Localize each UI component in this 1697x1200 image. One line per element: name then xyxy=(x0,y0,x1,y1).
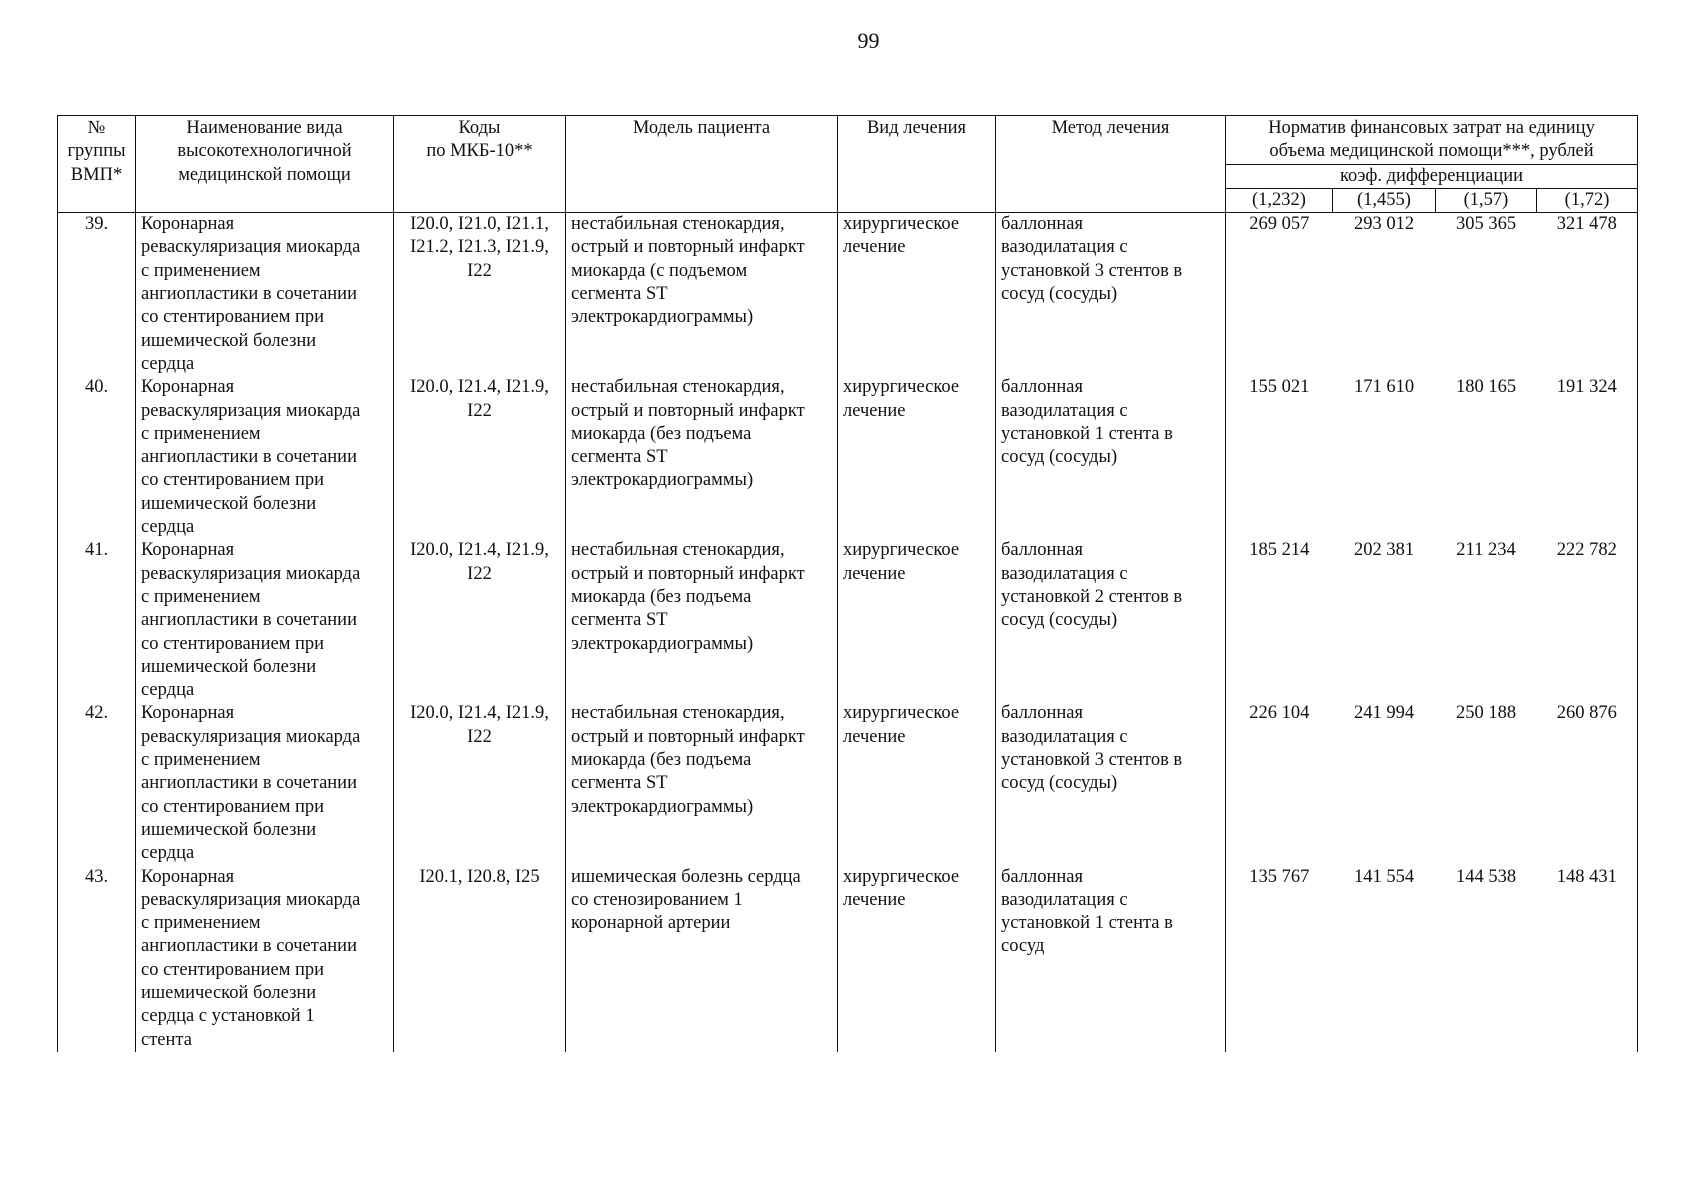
row-price-coef-4: 222 782 xyxy=(1537,539,1638,702)
row-icd-codes: I20.0, I21.4, I21.9, I22 xyxy=(394,539,566,702)
table-body xyxy=(58,213,1638,1052)
row-price-coef-3: 180 165 xyxy=(1455,377,1517,398)
row-treatment-type: хирургическое лечение xyxy=(838,866,996,1052)
header-care-type-name: Наименование вида высокотехнологичной медицинской помощи xyxy=(136,116,394,213)
row-number: 39. xyxy=(58,213,136,377)
header-icd-codes: Коды по МКБ-10** xyxy=(394,116,566,213)
header-coef-2: (1,455) xyxy=(1333,188,1436,212)
table-row xyxy=(58,702,1638,865)
row-treatment-method: баллонная вазодилатация с установкой 2 стентов в сосуд (сосуды) xyxy=(996,539,1226,702)
row-price-coef-2: 293 012 xyxy=(1353,214,1415,235)
row-treatment-type: хирургическое лечение xyxy=(838,213,996,377)
row-care-type-name: Коронарная реваскуляризация миокарда с применением ангиопластики в сочетании со стентированием при ишемической болезни сердца xyxy=(136,376,394,539)
row-price-coef-4: 191 324 xyxy=(1537,376,1638,539)
row-number: 42. xyxy=(58,702,136,865)
row-patient-model: ишемическая болезнь сердца со стенозированием 1 коронарной артерии xyxy=(566,866,838,1052)
row-patient-model: нестабильная стенокардия, острый и повторный инфаркт миокарда (без подъема сегмента ST электрокардиограммы) xyxy=(566,539,838,702)
row-price-coef-2: 202 381 xyxy=(1353,540,1415,561)
row-treatment-type: хирургическое лечение xyxy=(838,376,996,539)
page-number: 99 xyxy=(857,28,880,53)
row-number: 43. xyxy=(58,866,136,1052)
row-price-coef-4: 321 478 xyxy=(1537,213,1638,377)
table-row xyxy=(58,376,1638,539)
row-treatment-method: баллонная вазодилатация с установкой 1 стента в сосуд (сосуды) xyxy=(996,376,1226,539)
row-care-type-name: Коронарная реваскуляризация миокарда с применением ангиопластики в сочетании со стентированием при ишемической болезни сердца xyxy=(136,213,394,377)
row-patient-model: нестабильная стенокардия, острый и повторный инфаркт миокарда (без подъема сегмента ST электрокардиограммы) xyxy=(566,376,838,539)
row-patient-model: нестабильная стенокардия, острый и повторный инфаркт миокарда (с подъемом сегмента ST электрокардиограммы) xyxy=(566,213,838,377)
row-treatment-method: баллонная вазодилатация с установкой 1 стента в сосуд xyxy=(996,866,1226,1052)
header-group-number: № группы ВМП* xyxy=(58,116,136,213)
row-treatment-type: хирургическое лечение xyxy=(838,539,996,702)
row-number: 41. xyxy=(58,539,136,702)
header-treatment-type: Вид лечения xyxy=(838,116,996,213)
row-patient-model: нестабильная стенокардия, острый и повторный инфаркт миокарда (без подъема сегмента ST электрокардиограммы) xyxy=(566,702,838,865)
row-care-type-name: Коронарная реваскуляризация миокарда с применением ангиопластики в сочетании со стентированием при ишемической болезни сердца с установкой 1 стента xyxy=(136,866,394,1052)
row-icd-codes: I20.0, I21.0, I21.1, I21.2, I21.3, I21.9, I22 xyxy=(394,213,566,377)
header-coef-3: (1,57) xyxy=(1436,188,1537,212)
header-coef-1: (1,232) xyxy=(1226,188,1333,212)
header-patient-model: Модель пациента xyxy=(566,116,838,213)
table-row xyxy=(58,866,1638,1052)
row-price-coef-1: 226 104 xyxy=(1226,702,1333,865)
row-number: 40. xyxy=(58,376,136,539)
row-icd-codes: I20.0, I21.4, I21.9, I22 xyxy=(394,376,566,539)
header-coef-label: коэф. дифференциации xyxy=(1226,164,1638,188)
row-price-coef-4: 260 876 xyxy=(1537,702,1638,865)
row-price-coef-3: 250 188 xyxy=(1455,703,1517,724)
table-row xyxy=(58,213,1638,377)
row-icd-codes: I20.1, I20.8, I25 xyxy=(394,866,566,1052)
row-price-coef-2: 241 994 xyxy=(1353,703,1415,724)
row-price-coef-1: 135 767 xyxy=(1226,866,1333,1052)
table-header xyxy=(58,116,1638,213)
row-price-coef-3: 305 365 xyxy=(1455,214,1517,235)
row-care-type-name: Коронарная реваскуляризация миокарда с применением ангиопластики в сочетании со стентированием при ишемической болезни сердца xyxy=(136,539,394,702)
row-care-type-name: Коронарная реваскуляризация миокарда с применением ангиопластики в сочетании со стентированием при ишемической болезни сердца xyxy=(136,702,394,865)
row-price-coef-2: 141 554 xyxy=(1353,866,1415,887)
row-price-coef-1: 155 021 xyxy=(1226,376,1333,539)
row-price-coef-1: 185 214 xyxy=(1226,539,1333,702)
row-price-coef-4: 148 431 xyxy=(1537,866,1638,1052)
header-coef-4: (1,72) xyxy=(1537,188,1638,212)
table-row xyxy=(58,539,1638,702)
row-price-coef-1: 269 057 xyxy=(1226,213,1333,377)
row-treatment-method: баллонная вазодилатация с установкой 3 стентов в сосуд (сосуды) xyxy=(996,213,1226,377)
header-treatment-method: Метод лечения xyxy=(996,116,1226,213)
vmp-table xyxy=(57,115,1638,1052)
row-icd-codes: I20.0, I21.4, I21.9, I22 xyxy=(394,702,566,865)
row-price-coef-3: 144 538 xyxy=(1455,866,1517,887)
header-cost-norm: Норматив финансовых затрат на единицу объема медицинской помощи***, рублей xyxy=(1226,116,1638,165)
row-price-coef-3: 211 234 xyxy=(1456,540,1516,561)
row-treatment-method: баллонная вазодилатация с установкой 3 стентов в сосуд (сосуды) xyxy=(996,702,1226,865)
row-treatment-type: хирургическое лечение xyxy=(838,702,996,865)
row-price-coef-2: 171 610 xyxy=(1353,377,1415,398)
